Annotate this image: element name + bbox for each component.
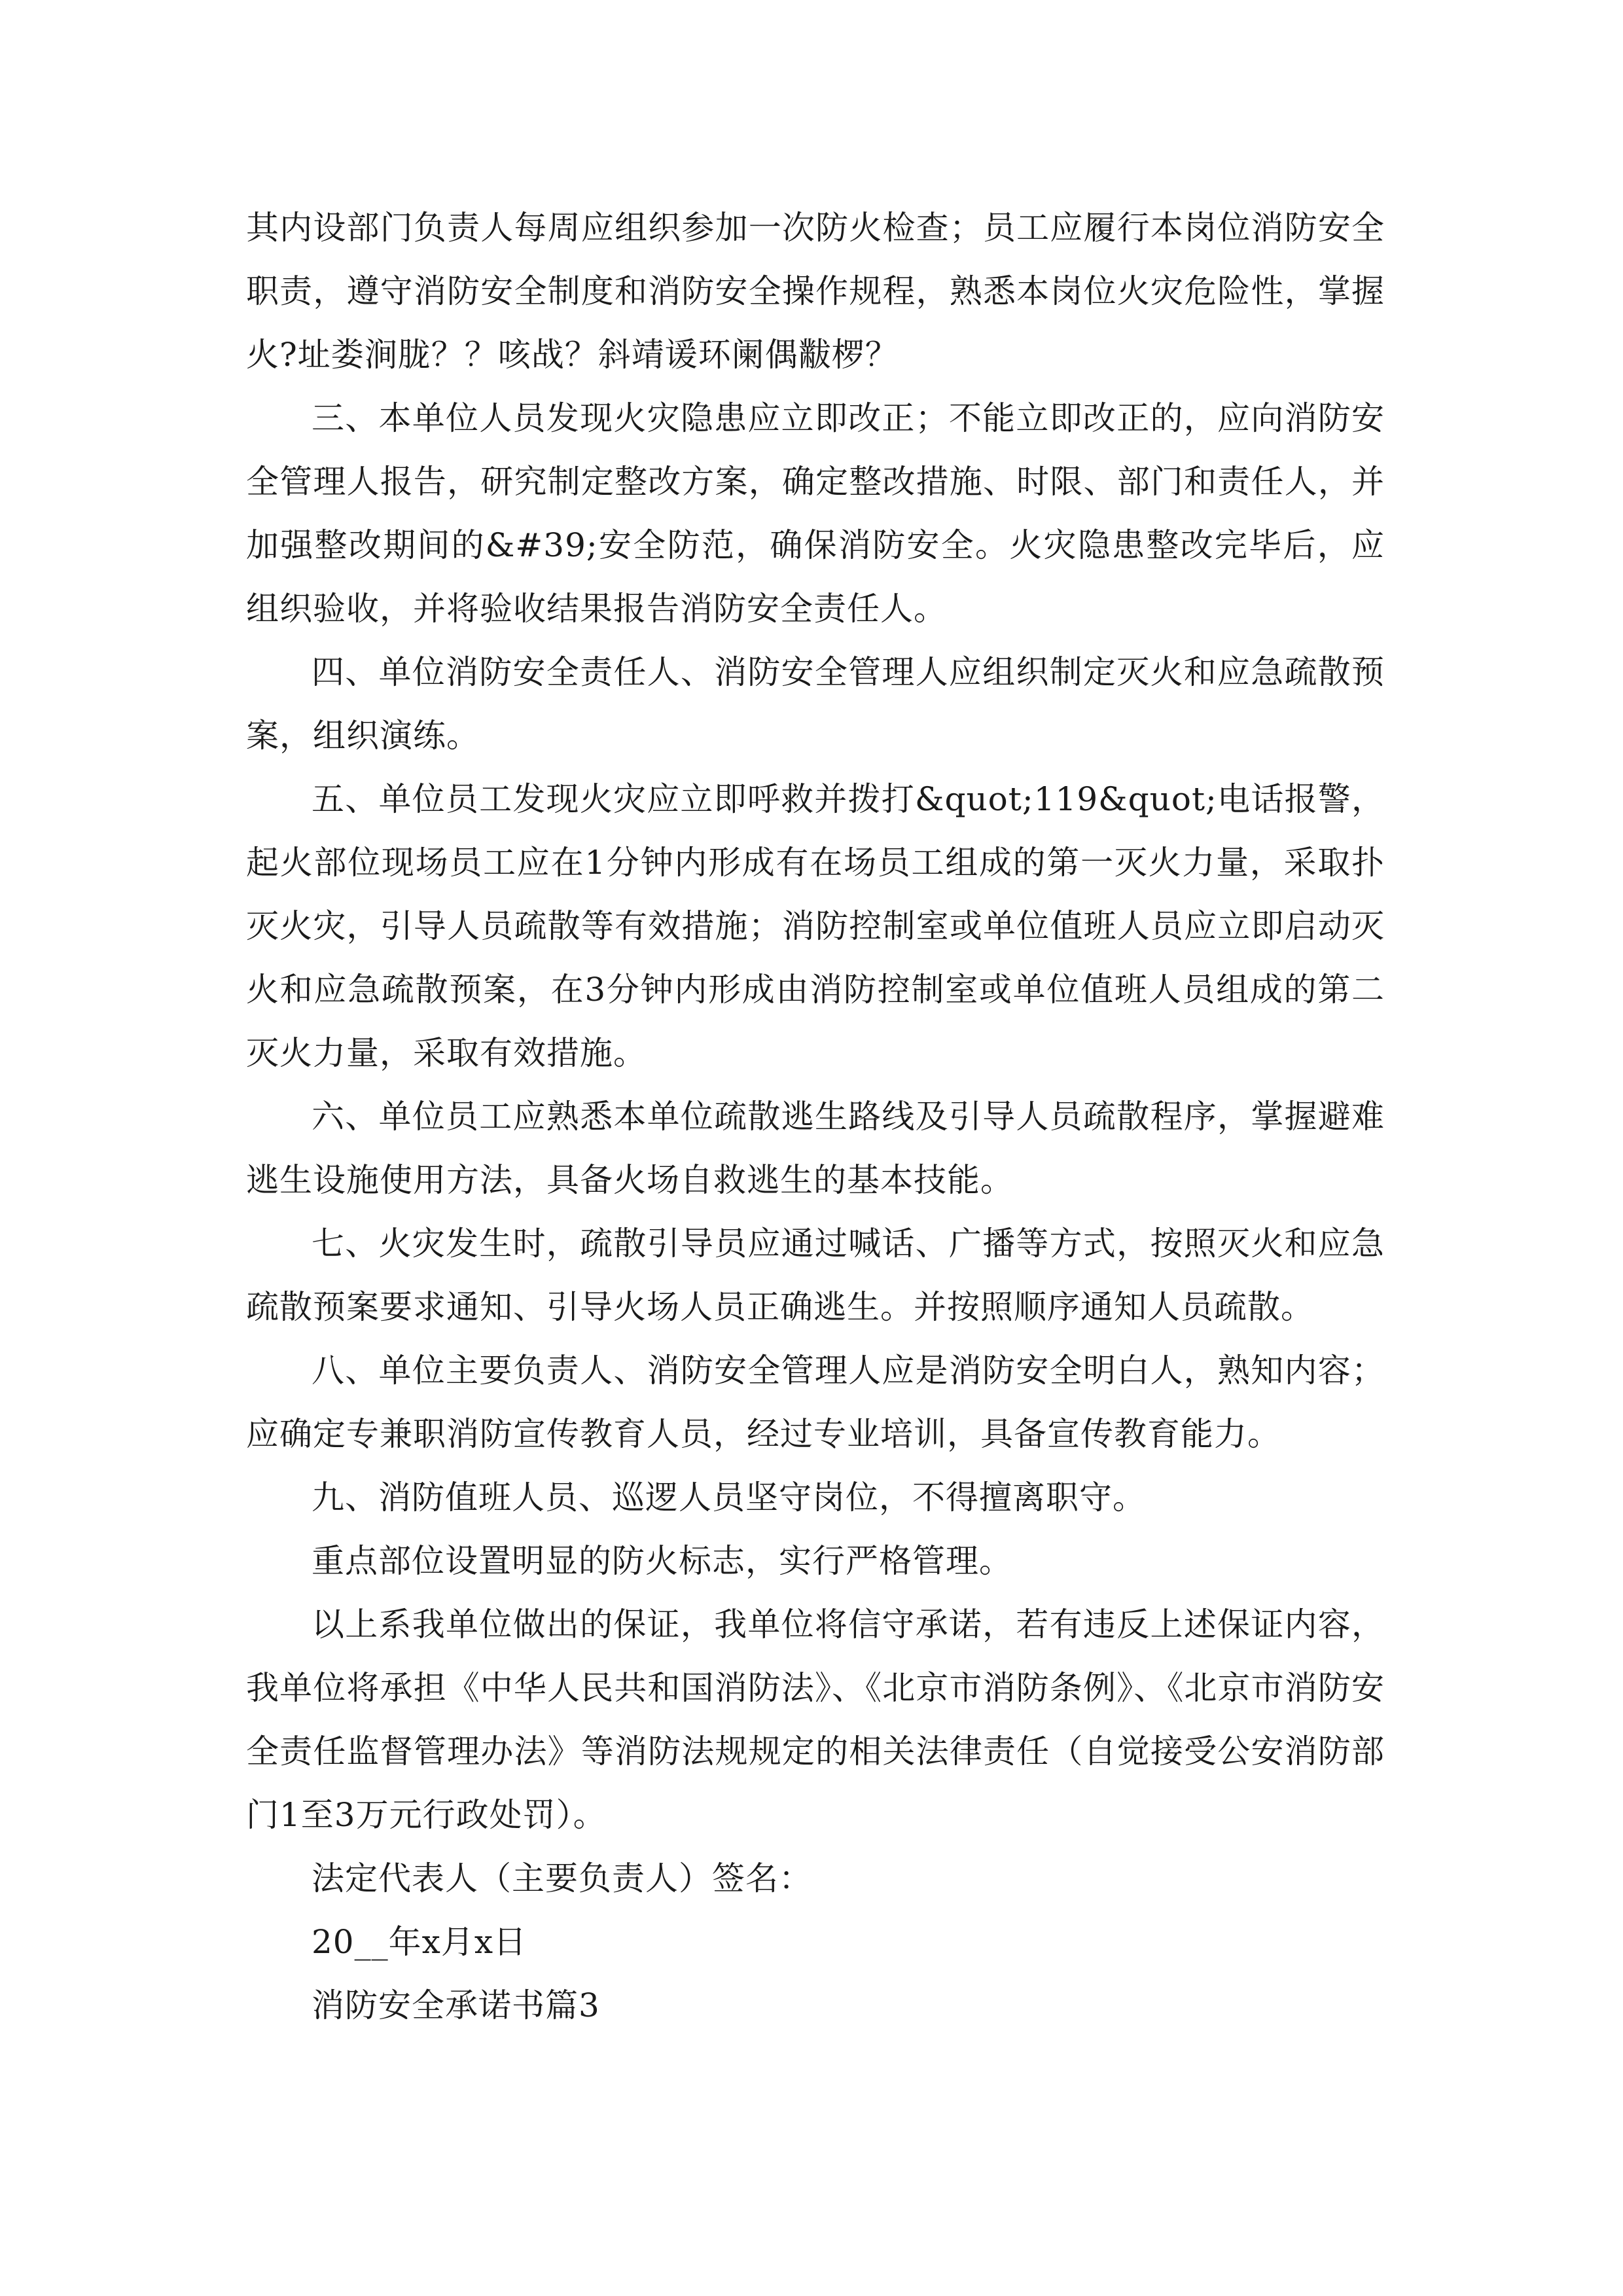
paragraph-continuation: 其内设部门负责人每周应组织参加一次防火检查；员工应履行本岗位消防安全职责，遵守消防安全制度和消防安全操作规程，熟悉本岗位火灾危险性，掌握火?址娄涧胧？？咳战？斜靖谖环阑偶黻椤？: [246, 209, 1385, 374]
paragraph-item-8: 八、单位主要负责人、消防安全管理人应是消防安全明白人，熟知内容；应确定专兼职消防宣传教育人员，经过专业培训，具备宣传教育能力。: [246, 1352, 1385, 1453]
paragraph-item-3: 三、本单位人员发现火灾隐患应立即改正；不能立即改正的，应向消防安全管理人报告，研究制定整改方案，确定整改措施、时限、部门和责任人，并加强整改期间的&#39;安全防范，确保消防安全。火灾隐患整改完毕后，应组织验收，并将验收结果报告消防安全责任人。: [246, 399, 1385, 628]
paragraph-commitment: 以上系我单位做出的保证，我单位将信守承诺，若有违反上述保证内容，我单位将承担《中华人民共和国消防法》、《北京市消防条例》、《北京市消防安全责任监督管理办法》等消防法规规定的相关法律责任（自觉接受公安消防部门1至3万元行政处罚）。: [246, 1605, 1385, 1834]
paragraph-item-4: 四、单位消防安全责任人、消防安全管理人应组织制定灭火和应急疏散预案，组织演练。: [246, 653, 1385, 755]
paragraph-item-7: 七、火灾发生时，疏散引导员应通过喊话、广播等方式，按照灭火和应急疏散预案要求通知、引导火场人员正确逃生。并按照顺序通知人员疏散。: [246, 1225, 1385, 1326]
signature-line: 法定代表人（主要负责人）签名：: [312, 1859, 812, 1897]
document-body: [246, 196, 1385, 2037]
section-heading: 消防安全承诺书篇3: [312, 1986, 600, 2024]
paragraph-key-areas: 重点部位设置明显的防火标志，实行严格管理。: [312, 1542, 1012, 1580]
date-line: 20__年x月x日: [312, 1923, 527, 1961]
paragraph-item-9: 九、消防值班人员、巡逻人员坚守岗位，不得擅离职守。: [312, 1479, 1146, 1516]
paragraph-item-5: 五、单位员工发现火灾应立即呼救并拨打&quot;119&quot;电话报警，起火部位现场员工应在1分钟内形成有在场员工组成的第一灭火力量，采取扑灭火灾，引导人员疏散等有效措施；消防控制室或单位值班人员应立即启动灭火和应急疏散预案，在3分钟内形成由消防控制室或单位值班人员组成的第二灭火力量，采取有效措施。: [246, 780, 1385, 1072]
paragraph-item-6: 六、单位员工应熟悉本单位疏散逃生路线及引导人员疏散程序，掌握避难逃生设施使用方法，具备火场自救逃生的基本技能。: [246, 1098, 1385, 1199]
